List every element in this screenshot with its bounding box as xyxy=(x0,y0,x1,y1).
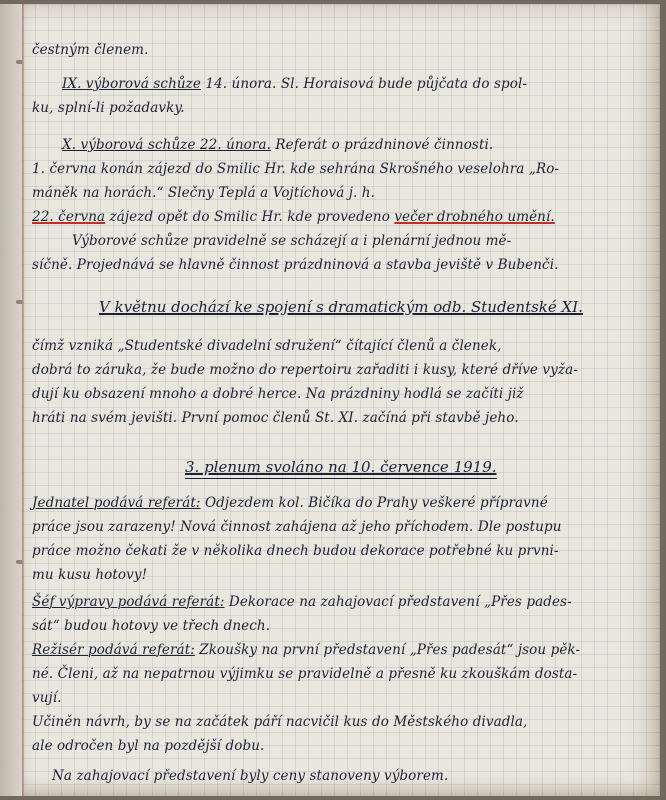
text-line: né. Členi, až na nepatrnou výjimku se pravidelně a přesně ku zkouškám dosta- xyxy=(32,666,578,682)
speaker-label: Jednatel podává referát: xyxy=(32,495,201,511)
text-line: Výborové schůze pravidelně se scházejí a i plenární jednou mě- xyxy=(72,233,512,249)
notebook-binding xyxy=(0,4,22,796)
text-line: hráti na svém jevišti. První pomoc členů St. XI. začíná při stavbě jeho. xyxy=(32,410,519,426)
text-line xyxy=(32,594,572,610)
text-line: čímž vzniká „Studentské divadelní sdružení“ čítající členů a členek, xyxy=(32,338,502,354)
text-line: Na zahajovací představení byly ceny stanoveny výborem. xyxy=(52,768,449,784)
text-line: Učiněn návrh, by se na začátek páří nacvičil kus do Městského divadla, xyxy=(32,714,528,730)
text-line: ku, splní-li požadavky. xyxy=(32,100,185,116)
text-line: práce jsou zarazeny! Nová činnost zahájena až jeho příchodem. Dle postupu xyxy=(32,519,562,535)
text-line xyxy=(32,495,548,511)
text-line: mu kusu hotovy! xyxy=(32,567,148,583)
text-span: Referát o prázdninové činnosti. xyxy=(271,137,494,153)
text-span: Zkoušky na první představení „Přes padesát“ jsou pěk- xyxy=(194,642,581,658)
text-span: zájezd opět do Smilic Hr. kde provedeno xyxy=(105,209,395,225)
text-line: dobrá to záruka, že bude možno do repertoiru zařaditi i kusy, které dříve vyža- xyxy=(32,362,578,378)
text-line: ale odročen byl na pozdější dobu. xyxy=(32,738,265,754)
text-line xyxy=(62,137,493,153)
text-line xyxy=(32,642,580,658)
notebook-page xyxy=(22,4,660,796)
page-margin-line xyxy=(22,4,24,796)
text-line: 1. června konán zájezd do Smilic Hr. kde sehrána Skrošného veselohra „Ro- xyxy=(32,161,560,177)
text-line xyxy=(32,209,555,225)
speaker-label: Šéf výpravy podává referát: xyxy=(32,594,225,610)
text-span: Dekorace na zahajovací představení „Přes pades- xyxy=(224,594,572,610)
section-heading xyxy=(99,298,583,316)
text-span: Odjezdem kol. Bičíka do Prahy veškeré přípravné xyxy=(200,495,548,511)
text-line: vují. xyxy=(32,690,62,706)
text-line: čestným členem. xyxy=(32,42,149,58)
text-line: síčně. Projednává se hlavně činnost prázdninová a stavba jeviště v Bubenči. xyxy=(32,257,559,273)
text-span: 14. února. Sl. Horaisová bude půjčata do spol- xyxy=(200,76,528,92)
text-line: máněk na horách.“ Slečny Teplá a Vojtíchová j. h. xyxy=(32,185,375,201)
event-highlight: večer drobného umění. xyxy=(394,209,555,225)
text-line: práce možno čekati že v několika dnech budou dekorace potřebné ku prvni- xyxy=(32,543,559,559)
heading-text: 3. plenum svoláno na 10. července 1919. xyxy=(185,458,497,479)
meeting-title: IX. výborová schůze xyxy=(62,76,201,92)
section-heading xyxy=(185,458,497,476)
text-line xyxy=(62,76,527,92)
date-highlight: 22. června xyxy=(32,209,106,225)
text-line: dují ku obsazení mnoho a dobré herce. Na prázdniny hodlá se začíti již xyxy=(32,386,524,402)
text-line: sát“ budou hotovy ve třech dnech. xyxy=(32,618,271,634)
heading-text: V květnu dochází ke spojení s dramatickým odb. Studentské XI. xyxy=(99,298,583,316)
speaker-label: Režisér podává referát: xyxy=(32,642,195,658)
meeting-title: X. výborová schůze 22. února. xyxy=(62,137,272,153)
